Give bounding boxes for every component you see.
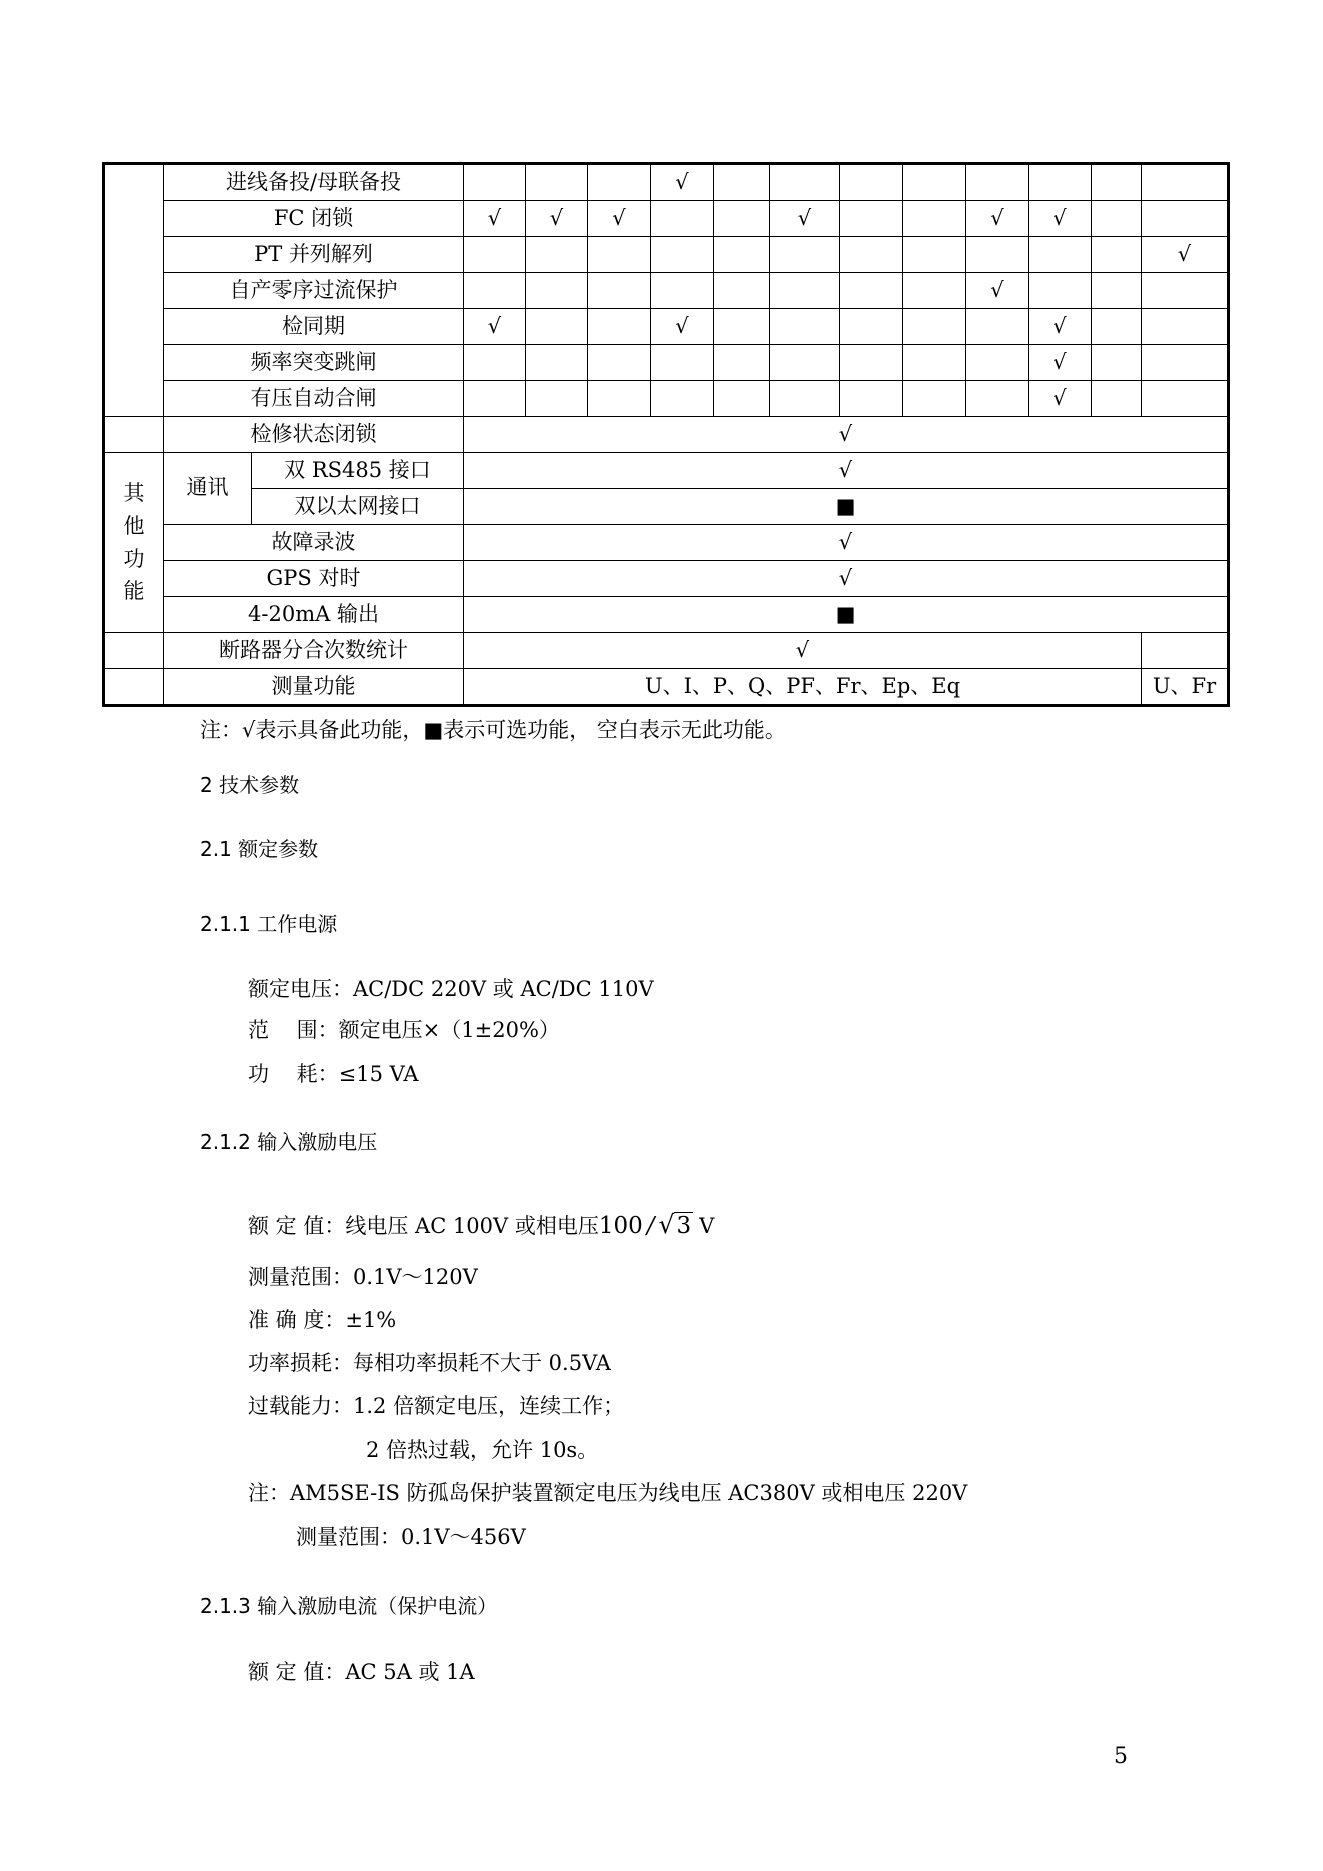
mark-cell xyxy=(966,237,1029,273)
mark-cell xyxy=(903,201,966,237)
section-heading-2: 2 技术参数 xyxy=(200,773,300,797)
other-functions-label xyxy=(104,453,164,633)
mark-cell xyxy=(770,309,840,345)
mark-cell: √ xyxy=(651,309,714,345)
function-row xyxy=(104,309,1229,345)
mark-cell: √ xyxy=(464,525,1229,561)
mark-cell xyxy=(903,237,966,273)
row-label: FC 闭锁 xyxy=(164,201,464,237)
blank-cell xyxy=(104,633,164,669)
mark-cell xyxy=(840,381,903,417)
blank-cell xyxy=(104,417,164,453)
formula-unit: V xyxy=(699,1214,715,1238)
measure-value-last: U、Fr xyxy=(1142,669,1229,706)
mark-cell xyxy=(1029,164,1092,201)
mark-cell xyxy=(651,381,714,417)
mark-cell xyxy=(464,345,526,381)
row-breaker-count xyxy=(104,633,1229,669)
mark-cell xyxy=(526,381,588,417)
mark-cell xyxy=(1092,201,1142,237)
mark-cell xyxy=(714,201,770,237)
mark-cell xyxy=(588,164,651,201)
row-label: 4-20mA 输出 xyxy=(164,597,464,633)
mark-cell xyxy=(966,345,1029,381)
vchar: 能 xyxy=(123,579,145,604)
mark-cell: √ xyxy=(464,633,1142,669)
mark-cell: √ xyxy=(1029,309,1092,345)
mark-cell: √ xyxy=(966,201,1029,237)
power-range: 范 围：额定电压×（1±20%） xyxy=(248,1018,560,1042)
mark-cell xyxy=(588,237,651,273)
mark-cell xyxy=(1092,309,1142,345)
row-label: 断路器分合次数统计 xyxy=(164,633,464,669)
function-row xyxy=(104,381,1229,417)
row-gps xyxy=(104,561,1229,597)
power-rated-voltage: 额定电压：AC/DC 220V 或 AC/DC 110V xyxy=(248,977,654,1001)
mark-cell xyxy=(526,345,588,381)
mark-cell xyxy=(770,237,840,273)
mark-cell xyxy=(714,345,770,381)
mark-cell xyxy=(651,345,714,381)
mark-cell xyxy=(714,273,770,309)
mark-cell: √ xyxy=(526,201,588,237)
mark-cell xyxy=(770,273,840,309)
mark-cell xyxy=(966,381,1029,417)
voltage-rated-prefix: 额 定 值：线电压 AC 100V 或相电压 xyxy=(248,1214,599,1238)
current-rated: 额 定 值：AC 5A 或 1A xyxy=(248,1660,475,1684)
mark-cell xyxy=(1092,237,1142,273)
voltage-overload: 过载能力：1.2 倍额定电压，连续工作； xyxy=(248,1394,625,1418)
mark-cell: √ xyxy=(1142,237,1229,273)
mark-cell xyxy=(651,201,714,237)
section-heading-2-1-2: 2.1.2 输入激励电压 xyxy=(200,1130,378,1154)
mark-cell xyxy=(840,345,903,381)
row-label: GPS 对时 xyxy=(164,561,464,597)
formula-numerator: 100 xyxy=(598,1213,643,1239)
mark-cell xyxy=(770,345,840,381)
voltage-overload-2: 2 倍热过载，允许 10s。 xyxy=(366,1438,599,1462)
mark-cell xyxy=(1142,345,1229,381)
blank-cell xyxy=(104,669,164,706)
mark-cell xyxy=(588,345,651,381)
blank-cell xyxy=(104,164,164,417)
mark-cell xyxy=(714,237,770,273)
mark-cell xyxy=(903,345,966,381)
mark-cell: √ xyxy=(464,201,526,237)
function-row xyxy=(104,345,1229,381)
mark-cell xyxy=(903,381,966,417)
mark-cell: √ xyxy=(1029,345,1092,381)
mark-cell xyxy=(903,273,966,309)
row-measure xyxy=(104,669,1229,706)
mark-cell xyxy=(1142,273,1229,309)
row-4-20ma xyxy=(104,597,1229,633)
mark-cell xyxy=(714,309,770,345)
mark-cell xyxy=(1142,309,1229,345)
mark-cell xyxy=(464,237,526,273)
section-heading-2-1: 2.1 额定参数 xyxy=(200,837,319,861)
mark-cell xyxy=(770,381,840,417)
mark-cell: √ xyxy=(770,201,840,237)
function-matrix xyxy=(102,162,1230,707)
blank-cell xyxy=(1142,633,1229,669)
comm-label: 通讯 xyxy=(164,453,252,525)
mark-cell xyxy=(464,164,526,201)
formula-slash: / xyxy=(646,1213,655,1239)
mark-cell xyxy=(588,381,651,417)
mark-cell: ■ xyxy=(464,489,1229,525)
mark-cell: √ xyxy=(588,201,651,237)
mark-cell: √ xyxy=(1029,381,1092,417)
voltage-note-range: 测量范围：0.1V～456V xyxy=(296,1525,526,1549)
mark-cell xyxy=(840,164,903,201)
row-fault-record xyxy=(104,525,1229,561)
mark-cell: ■ xyxy=(464,597,1229,633)
mark-cell xyxy=(966,309,1029,345)
row-label: 自产零序过流保护 xyxy=(164,273,464,309)
mark-cell xyxy=(1092,345,1142,381)
mark-cell xyxy=(903,164,966,201)
row-label: 检修状态闭锁 xyxy=(164,417,464,453)
row-label: PT 并列解列 xyxy=(164,237,464,273)
function-row xyxy=(104,164,1229,201)
mark-cell xyxy=(1142,381,1229,417)
row-label: 双以太网接口 xyxy=(252,489,464,525)
mark-cell xyxy=(903,309,966,345)
voltage-rated xyxy=(248,1212,714,1238)
power-consumption: 功 耗：≤15 VA xyxy=(248,1062,419,1086)
mark-cell xyxy=(1092,164,1142,201)
mark-cell: √ xyxy=(464,417,1229,453)
mark-cell xyxy=(1142,201,1229,237)
mark-cell xyxy=(1142,164,1229,201)
mark-cell xyxy=(526,273,588,309)
mark-cell xyxy=(840,273,903,309)
formula-root: 3 xyxy=(676,1213,692,1239)
mark-cell xyxy=(966,164,1029,201)
mark-cell xyxy=(651,237,714,273)
mark-cell xyxy=(714,381,770,417)
row-label: 双 RS485 接口 xyxy=(252,453,464,489)
voltage-power-loss: 功率损耗：每相功率损耗不大于 0.5VA xyxy=(248,1351,611,1375)
row-label: 有压自动合闸 xyxy=(164,381,464,417)
row-label: 频率突变跳闸 xyxy=(164,345,464,381)
mark-cell: √ xyxy=(464,309,526,345)
section-heading-2-1-3: 2.1.3 输入激励电流（保护电流） xyxy=(200,1594,498,1618)
mark-cell xyxy=(1092,273,1142,309)
row-label: 故障录波 xyxy=(164,525,464,561)
page-number: 5 xyxy=(1114,1744,1128,1769)
row-label: 进线备投/母联备投 xyxy=(164,164,464,201)
mark-cell: √ xyxy=(1029,201,1092,237)
mark-cell xyxy=(840,309,903,345)
mark-cell xyxy=(526,309,588,345)
row-rs485 xyxy=(104,453,1229,489)
mark-cell xyxy=(588,309,651,345)
row-label: 检同期 xyxy=(164,309,464,345)
row-label: 测量功能 xyxy=(164,669,464,706)
mark-cell xyxy=(464,381,526,417)
mark-cell: √ xyxy=(651,164,714,201)
mark-cell xyxy=(526,164,588,201)
mark-cell xyxy=(1029,237,1092,273)
voltage-accuracy: 准 确 度：±1% xyxy=(248,1308,397,1332)
mark-cell xyxy=(588,273,651,309)
mark-cell xyxy=(840,237,903,273)
mark-cell xyxy=(464,273,526,309)
mark-cell xyxy=(770,164,840,201)
vchar: 功 xyxy=(123,546,145,571)
mark-cell: √ xyxy=(464,561,1229,597)
section-heading-2-1-1: 2.1.1 工作电源 xyxy=(200,912,338,936)
row-ethernet xyxy=(104,489,1229,525)
measure-value: U、I、P、Q、PF、Fr、Ep、Eq xyxy=(464,669,1142,706)
mark-cell xyxy=(1092,381,1142,417)
row-maintenance-lock xyxy=(104,417,1229,453)
mark-cell xyxy=(526,237,588,273)
table-note: 注：√表示具备此功能，■表示可选功能， 空白表示无此功能。 xyxy=(200,718,786,742)
function-row xyxy=(104,237,1229,273)
vchar: 其 xyxy=(123,481,145,506)
mark-cell xyxy=(1029,273,1092,309)
mark-cell: √ xyxy=(464,453,1229,489)
function-row xyxy=(104,201,1229,237)
function-table xyxy=(102,162,1230,707)
function-row xyxy=(104,273,1229,309)
mark-cell: √ xyxy=(966,273,1029,309)
sqrt-icon: √ xyxy=(658,1210,675,1239)
voltage-measure-range: 测量范围：0.1V～120V xyxy=(248,1265,478,1289)
mark-cell xyxy=(651,273,714,309)
vchar: 他 xyxy=(123,513,145,538)
mark-cell xyxy=(714,164,770,201)
mark-cell xyxy=(840,201,903,237)
voltage-note: 注：AM5SE-IS 防孤岛保护装置额定电压为线电压 AC380V 或相电压 220V xyxy=(248,1481,968,1505)
